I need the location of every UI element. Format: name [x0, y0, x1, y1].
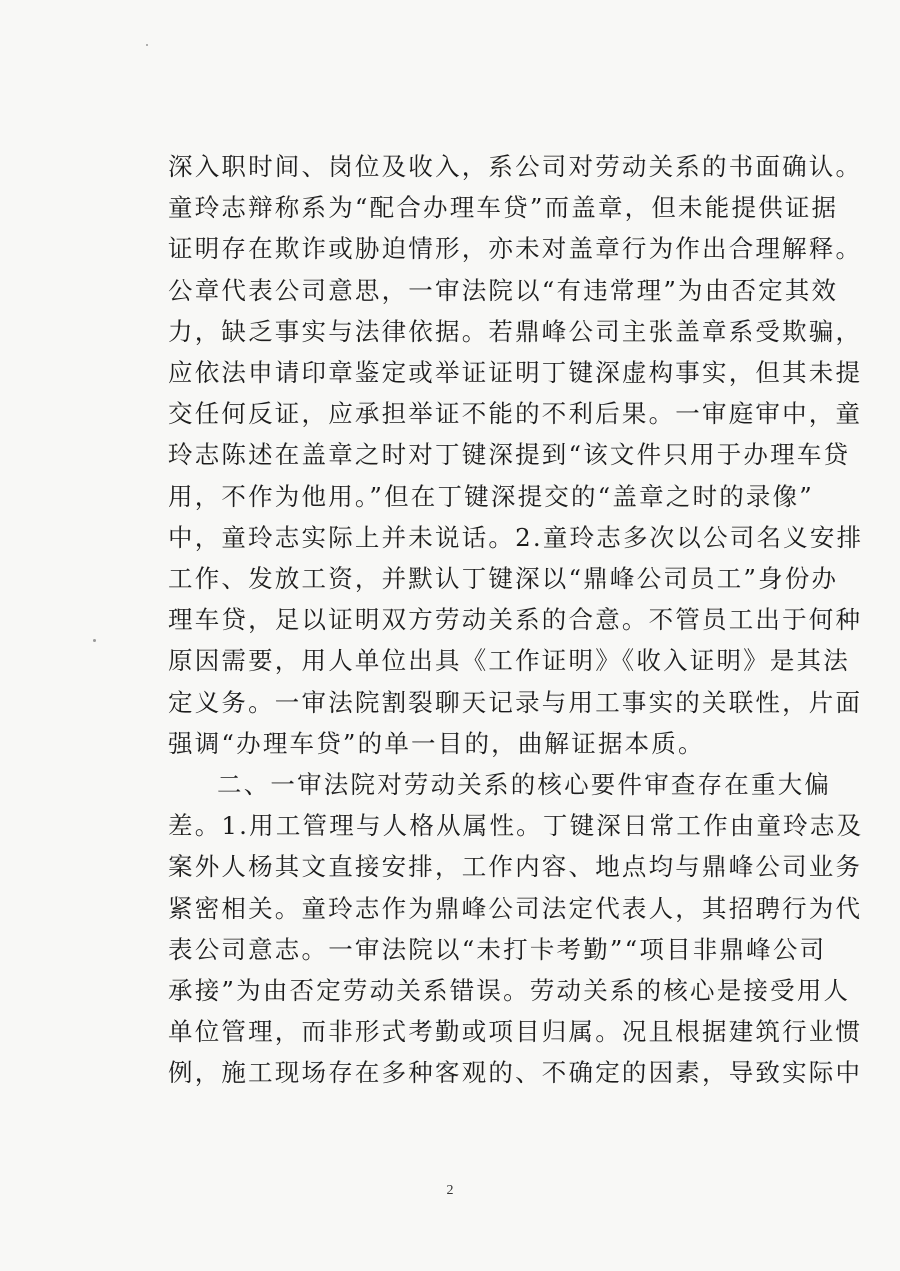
- paragraph-2: [168, 764, 864, 1094]
- text-line: 强调“办理车贷”的单一目的，曲解证据本质。: [168, 728, 705, 758]
- text-line: 理车贷，足以证明双方劳动关系的合意。不管员工出于何种: [168, 605, 863, 635]
- text-line: 深入职时间、岗位及收入，系公司对劳动关系的书面确认。: [168, 152, 863, 181]
- text-line: 承接”为由否定劳动关系错误。劳动关系的核心是接受用人: [168, 976, 851, 1006]
- text-line: 单位管理，而非形式考勤或项目归属。况且根据建筑行业惯: [168, 1017, 863, 1047]
- paragraph-1: [168, 146, 864, 764]
- text-line: 案外人杨其文直接安排，工作内容、地点均与鼎峰公司业务: [168, 852, 863, 882]
- text-line: 差。1.用工管理与人格从属性。丁键深日常工作由童玲志及: [168, 811, 864, 841]
- text-line: 公章代表公司意思，一审法院以“有违常理”为由否定其效: [168, 275, 839, 305]
- text-line: 工作、发放工资，并默认丁键深以“鼎峰公司员工”身份办: [168, 564, 839, 594]
- text-line: 童玲志辩称系为“配合办理车贷”而盖章，但未能提供证据: [168, 193, 839, 223]
- scan-speck: [146, 44, 148, 46]
- text-line: 应依法申请印章鉴定或举证证明丁键深虚构事实，但其未提: [168, 358, 863, 388]
- text-line: 表公司意志。一审法院以“未打卡考勤”“项目非鼎峰公司: [168, 934, 827, 964]
- body-text: [168, 146, 864, 1094]
- text-line: 力，缺乏事实与法律依据。若鼎峰公司主张盖章系受欺骗，: [168, 316, 863, 346]
- text-line: 定义务。一审法院割裂聊天记录与用工事实的关联性，片面: [168, 687, 863, 717]
- scan-speck: [93, 639, 96, 642]
- text-line: 紧密相关。童玲志作为鼎峰公司法定代表人，其招聘行为代: [168, 893, 863, 923]
- text-line: 用，不作为他用。”但在丁键深提交的“盖章之时的录像”: [168, 481, 815, 511]
- text-line: 原因需要，用人单位出具《工作证明》《收入证明》是其法: [168, 646, 850, 676]
- text-line: 玲志陈述在盖章之时对丁键深提到“该文件只用于办理车贷: [168, 440, 851, 470]
- text-line: 证明存在欺诈或胁迫情形，亦未对盖章行为作出合理解释。: [168, 234, 863, 264]
- text-line: 交任何反证，应承担举证不能的不利后果。一审庭审中，童: [168, 399, 863, 429]
- text-line: 中，童玲志实际上并未说话。2.童玲志多次以公司名义安排: [168, 522, 864, 552]
- page-number: 2: [446, 1183, 454, 1198]
- text-line: 例，施工现场存在多种客观的、不确定的因素，导致实际中: [168, 1058, 863, 1088]
- text-line: 二、一审法院对劳动关系的核心要件审查存在重大偏: [217, 770, 832, 800]
